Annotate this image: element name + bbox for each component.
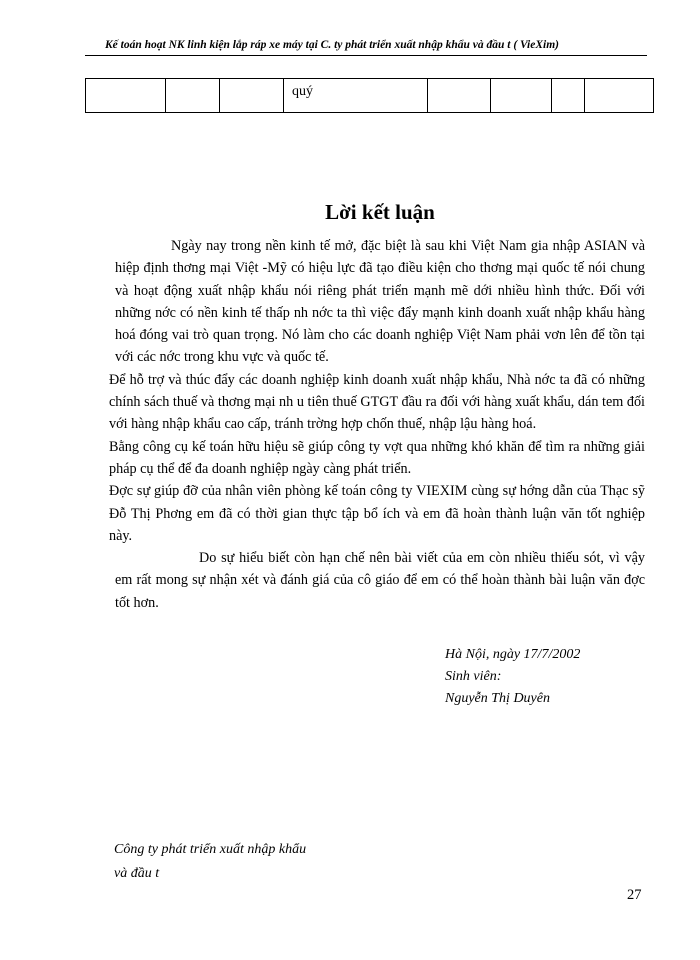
table-cell-border xyxy=(653,78,654,112)
table-cell-text: quý xyxy=(292,84,313,99)
paragraph-support: Để hỗ trợ và thúc đẩy các doanh nghiệp kinh doanh xuất nhập khẩu, Nhà nớc ta đã có những chính sách thuế và thơng mại nh u tiên thuế GTGT đầu ra đối với hàng xuất khẩu, dán tem đối với hàng nhập khẩu cao cấp, tránh trờng hợp chốn thuế, nhập lậu hàng hoá. xyxy=(109,371,645,433)
running-header: Kế toán hoạt NK linh kiện lắp ráp xe máy tại C. ty phát triển xuất nhập khẩu và đầu t ( VieXim) xyxy=(105,39,559,51)
footer-line-1: Công ty phát triển xuất nhập khẩu xyxy=(114,842,307,857)
table-cell-border xyxy=(219,78,220,112)
table-cell-border xyxy=(85,78,86,112)
paragraph-intro: Ngày nay trong nền kinh tế mở, đặc biệt là sau khi Việt Nam gia nhập ASIAN và hiệp định thơng mại Việt -Mỹ có hiệu lực đã tạo điều kiện cho thơng mại quốc tế nói chung và hoạt động xuất nhập khẩu nói riêng phát triển mạnh mẽ dới nhiều hình thức. Đối với những nớc có nền kinh tế thấp nh nớc ta thì việc đẩy mạnh kinh doanh xuất nhập khẩu hàng hoá đóng vai trò quan trọng. Nó làm cho các doanh nghiệp Việt Nam phải vơn lên để tồn tại với các nớc trong khu vực và quốc tế. xyxy=(115,238,645,366)
table-cell-border xyxy=(490,78,491,112)
signature-name: Nguyễn Thị Duyên xyxy=(445,691,550,706)
footer-line-2: và đầu t xyxy=(114,866,160,881)
table-cell-border xyxy=(283,78,284,112)
signature-block xyxy=(445,644,580,710)
paragraph-thanks: Đợc sự giúp đỡ của nhân viên phòng kế toán công ty VIEXIM cùng sự hớng dẫn của Thạc sỹ Đỗ Thị Phơng em đã có thời gian thực tập bổ ích và em đã hoàn thành luận văn tốt nghiệp này. xyxy=(109,483,645,544)
signature-date: Hà Nội, ngày 17/7/2002 xyxy=(445,647,581,662)
paragraph-tools: Bằng công cụ kế toán hữu hiệu sẽ giúp công ty vợt qua những khó khăn để tìm ra những giải pháp cụ thể để đa doanh nghiệp ngày càng phát triển. xyxy=(109,438,645,477)
table-cell-border xyxy=(584,78,585,112)
page-title: Lời kết luận xyxy=(325,200,435,224)
conclusion-body xyxy=(109,235,645,614)
page-number: 27 xyxy=(627,887,642,903)
signature-role: Sinh viên: xyxy=(445,669,502,684)
table-cell-border xyxy=(427,78,428,112)
table-row xyxy=(85,78,654,113)
paragraph-closing: Do sự hiểu biết còn hạn chế nên bài viết của em còn nhiều thiếu sót, vì vậy em rất mong sự nhận xét và đánh giá của cô giáo để em có thể hoàn thành bài luận văn đợc tốt hơn. xyxy=(115,550,645,611)
table-cell-border xyxy=(165,78,166,112)
header-rule xyxy=(85,55,647,56)
table-cell-border xyxy=(551,78,552,112)
page-footer xyxy=(114,838,374,886)
